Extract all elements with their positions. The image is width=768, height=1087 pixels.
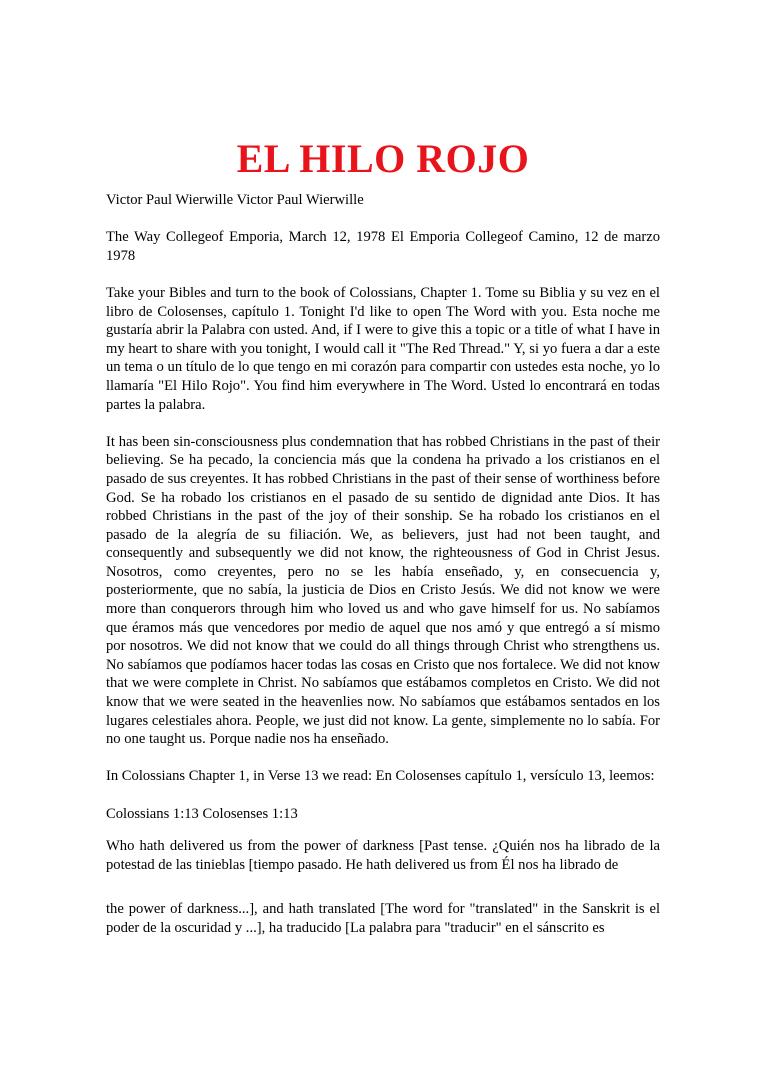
verse-text-part-2: the power of darkness...], and hath translated [The word for "translated" in the Sanskrit is el poder de la oscuridad y ...], ha traducido [La palabra para "traducir" en el sánscrito es [106,901,660,936]
verse-text-part-1: Who hath delivered us from the power of darkness [Past tense. ¿Quién nos ha librado de la potestad de las tinieblas [tiempo pasado. He hath delivered us from Él nos ha librado de [106,838,660,873]
document-title: EL HILO ROJO [236,136,530,181]
document-page [106,135,660,956]
verse-reference: Colossians 1:13 Colosenses 1:13 [106,805,298,822]
body-paragraph-intro: Take your Bibles and turn to the book of Colossians, Chapter 1. Tome su Biblia y su vez en el libro de Colosenses, capítulo 1. Tonight I'd like to open The Word with you. Esta noche me gustaría abrir la Palabra con usted. And, if I were to give this a topic or a title of what I have in my heart to share with you tonight, I would call it "The Red Thread." Y, si yo fuera a dar a este un tema o un título de lo que tengo en mi corazón para compartir con ustedes esta noche, yo lo llamaría "El Hilo Rojo". You find him everywhere in The Word. Usted lo encontrará en todas partes la palabra. [106,284,660,413]
body-paragraph-colossians-reference: In Colossians Chapter 1, in Verse 13 we read: En Colosenses capítulo 1, versículo 13, leemos: [106,768,655,785]
source-line: The Way Collegeof Emporia, March 12, 1978 El Emporia Collegeof Camino, 12 de marzo 1978 [106,229,660,264]
author-line: Victor Paul Wierwille Victor Paul Wierwille [106,192,364,208]
body-paragraph-sin-consciousness: It has been sin-consciousness plus condemnation that has robbed Christians in the past of their believing. Se ha pecado, la conciencia más que la condena ha privado a los cristianos en el pasado de sus creyentes. It has robbed Christians in the past of their sense of worthiness before God. Se ha robado los cristianos en el pasado de su sentido de dignidad ante Dios. It has robbed Christians in the past of the joy of their sonship. Se ha robado los cristianos en el pasado de la alegría de su filiación. We, as believers, just had not been taught, and consequently and subsequently we did not know, the righteousness of God in Christ Jesus. Nosotros, como creyentes, pero no se les había enseñado, y, en consecuencia y, posteriormente, que no sabía, la justicia de Dios en Cristo Jesús. We did not know we were more than conquerors through him who loved us and who gave himself for us. No sabíamos que éramos más que vencedores por medio de aquel que nos amó y que entregó a sí mismo por nosotros. We did not know that we could do all things through Christ who strengthens us. No sabíamos que podíamos hacer todas las cosas en Cristo que nos fortalece. We did not know that we were complete in Christ. No sabíamos que estábamos completos en Cristo. We did not know that we were seated in the heavenlies now. No sabíamos que estábamos sentados en los lugares celestiales ahora. People, we just did not know. La gente, simplemente no lo sabía. For no one taught us. Porque nadie nos ha enseñado. [106,433,661,748]
